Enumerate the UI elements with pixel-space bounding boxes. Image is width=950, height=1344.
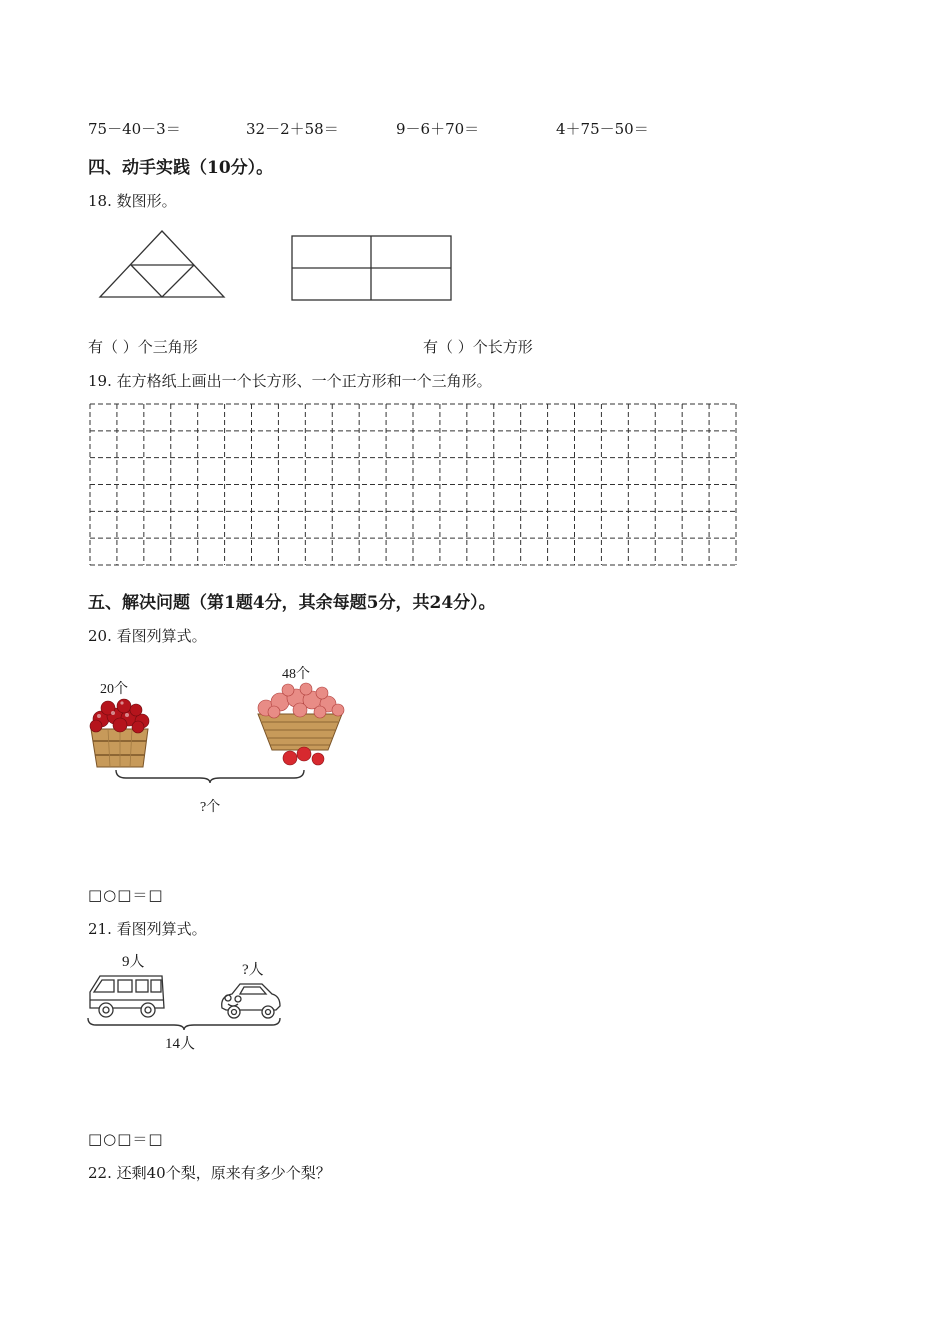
- rectangle-count-answer: 有（ ）个长方形: [423, 338, 533, 356]
- section-5-title: 五、解决问题（第1题4分，其余每题5分，共24分）。: [88, 593, 496, 613]
- car-icon: [218, 980, 284, 1020]
- apple-basket-icon: [254, 684, 346, 768]
- expression-2: 32－2＋58＝: [246, 120, 339, 138]
- expression-1: 75－40－3＝: [88, 120, 181, 138]
- left-basket-count: 20个: [100, 682, 128, 697]
- equation-21: □○□＝□: [88, 1130, 164, 1148]
- people-brace: [86, 1016, 284, 1032]
- triangle-figure: [98, 229, 228, 301]
- question-21-label: 21. 看图列算式。: [88, 920, 207, 938]
- van-icon: [86, 970, 168, 1022]
- section-4-title: 四、动手实践（10分）。: [88, 158, 274, 178]
- expression-3: 9－6＋70＝: [396, 120, 480, 138]
- total-count-label: ?个: [200, 800, 221, 815]
- question-20-label: 20. 看图列算式。: [88, 627, 207, 645]
- right-basket-count: 48个: [282, 667, 310, 682]
- triangle-count-answer: 有（ ）个三角形: [88, 338, 198, 356]
- total-people-label: 14人: [165, 1036, 196, 1052]
- grid-paper[interactable]: [89, 403, 737, 566]
- total-brace: [114, 768, 306, 784]
- question-19-label: 19. 在方格纸上画出一个长方形、一个正方形和一个三角形。: [88, 372, 492, 390]
- equation-20: □○□＝□: [88, 886, 164, 904]
- question-22-label: 22. 还剩40个梨，原来有多少个梨？: [88, 1164, 331, 1182]
- question-18-label: 18. 数图形。: [88, 192, 177, 210]
- car-count-label: ?人: [242, 962, 264, 978]
- apple-bucket-icon: [86, 697, 154, 771]
- expression-4: 4＋75－50＝: [556, 120, 649, 138]
- rectangle-figure: [291, 235, 453, 303]
- van-count-label: 9人: [122, 954, 145, 970]
